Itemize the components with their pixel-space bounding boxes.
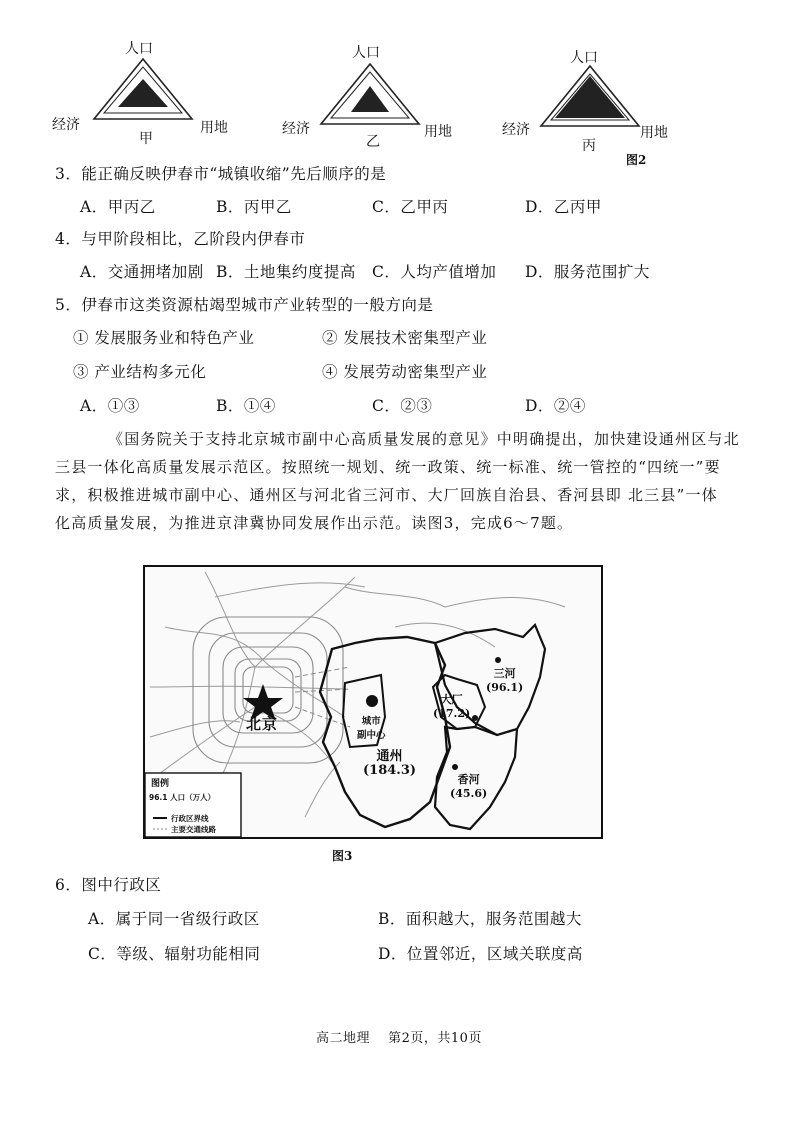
figure-3-caption: 图3 xyxy=(332,849,353,863)
label-sanhe xyxy=(486,667,523,695)
label-xianghe-name: 香河 xyxy=(457,773,480,786)
label-xianghe xyxy=(450,773,487,801)
label-subcenter-line1: 城市 xyxy=(361,716,381,727)
figure-3-map xyxy=(143,565,603,839)
question-4-option-a[interactable]: A．交通拥堵加剧 xyxy=(80,263,204,281)
question-3-option-c[interactable]: C．乙甲丙 xyxy=(372,198,449,216)
figure-2-caption: 图2 xyxy=(626,153,647,167)
question-5-option-b[interactable]: B．①④ xyxy=(216,397,276,415)
label-dachang-name: 大厂 xyxy=(440,693,463,706)
question-4-option-c[interactable]: C．人均产值增加 xyxy=(372,263,497,281)
triangle-diagram-bing xyxy=(535,62,645,132)
label-tongzhou-name: 通州 xyxy=(376,749,403,764)
legend-transport-line: 主要交通线路 xyxy=(171,825,216,834)
label-population: 人口 xyxy=(125,41,153,57)
label-sanhe-population: (96.1) xyxy=(486,681,524,694)
label-economy: 经济 xyxy=(502,122,530,138)
passage-line: 《国务院关于支持北京城市副中心高质量发展的意见》中明确提出，加快建设通州区与北 xyxy=(108,430,740,448)
question-5-item-1: ① 发展服务业和特色产业 xyxy=(73,329,255,347)
legend-admin-boundary: 行政区界线 xyxy=(171,814,209,823)
label-land: 用地 xyxy=(424,124,452,140)
label-economy: 经济 xyxy=(282,121,310,137)
label-population: 人口 xyxy=(352,45,380,61)
question-3-option-b[interactable]: B．丙甲乙 xyxy=(216,198,292,216)
question-3-option-a[interactable]: A．甲丙乙 xyxy=(80,198,156,216)
question-3-option-d[interactable]: D．乙丙甲 xyxy=(525,198,602,216)
page-footer: 高二地理 第2页，共10页 xyxy=(316,1031,482,1046)
label-subcenter xyxy=(357,715,386,743)
question-4-stem: 4．与甲阶段相比，乙阶段内伊春市 xyxy=(55,230,306,248)
label-economy: 经济 xyxy=(52,117,80,133)
question-4-option-b[interactable]: B．土地集约度提高 xyxy=(216,263,356,281)
legend-title: 图例 xyxy=(151,779,170,789)
label-yi: 乙 xyxy=(366,134,380,150)
question-5-item-4: ④ 发展劳动密集型产业 xyxy=(322,363,488,381)
label-jia: 甲 xyxy=(139,131,153,147)
question-3-stem: 3．能正确反映伊春市“城镇收缩”先后顺序的是 xyxy=(55,165,387,183)
label-land: 用地 xyxy=(200,120,228,136)
question-5-stem: 5．伊春市这类资源枯竭型城市产业转型的一般方向是 xyxy=(55,296,434,314)
legend-population: 96.1 人口（万人） xyxy=(149,793,216,802)
triangle-diagram-jia xyxy=(88,55,198,125)
question-6-option-c[interactable]: C．等级、辐射功能相同 xyxy=(88,945,261,963)
question-6-option-b[interactable]: B．面积越大，服务范围越大 xyxy=(378,910,582,928)
question-5-item-3: ③ 产业结构多元化 xyxy=(73,363,207,381)
passage-line: 化高质量发展，为推进京津冀协同发展作出示范。读图3，完成6～7题。 xyxy=(55,514,574,532)
label-tongzhou xyxy=(363,750,416,778)
label-dachang-population: (17.2) xyxy=(433,707,471,720)
passage xyxy=(55,425,740,537)
question-5-option-c[interactable]: C．②③ xyxy=(372,397,433,415)
question-6-option-d[interactable]: D．位置邻近，区域关联度高 xyxy=(378,945,583,963)
question-5-item-2: ② 发展技术密集型产业 xyxy=(322,329,488,347)
passage-line: 三县一体化高质量发展示范区。按照统一规划、统一政策、统一标准、统一管控的“四统一”要 xyxy=(55,458,721,476)
question-5-option-a[interactable]: A．①③ xyxy=(80,397,140,415)
label-sanhe-name: 三河 xyxy=(493,667,516,680)
question-5-option-d[interactable]: D．②④ xyxy=(525,397,586,415)
triangle-diagram-yi xyxy=(315,60,425,130)
label-dachang xyxy=(433,693,470,721)
label-land: 用地 xyxy=(640,125,668,141)
label-xianghe-population: (45.6) xyxy=(450,787,488,800)
label-subcenter-line2: 副中心 xyxy=(357,730,386,741)
label-tongzhou-population: (184.3) xyxy=(363,763,417,778)
label-beijing: 北京 xyxy=(246,715,279,733)
passage-line: 求，积极推进城市副中心、通州区与河北省三河市、大厂回族自治县、香河县即 北三县”一体 xyxy=(55,486,718,504)
label-bing: 丙 xyxy=(582,138,596,154)
label-population: 人口 xyxy=(570,50,598,66)
question-6-stem: 6．图中行政区 xyxy=(55,876,162,894)
question-4-option-d[interactable]: D．服务范围扩大 xyxy=(525,263,650,281)
question-6-option-a[interactable]: A．属于同一省级行政区 xyxy=(88,910,260,928)
